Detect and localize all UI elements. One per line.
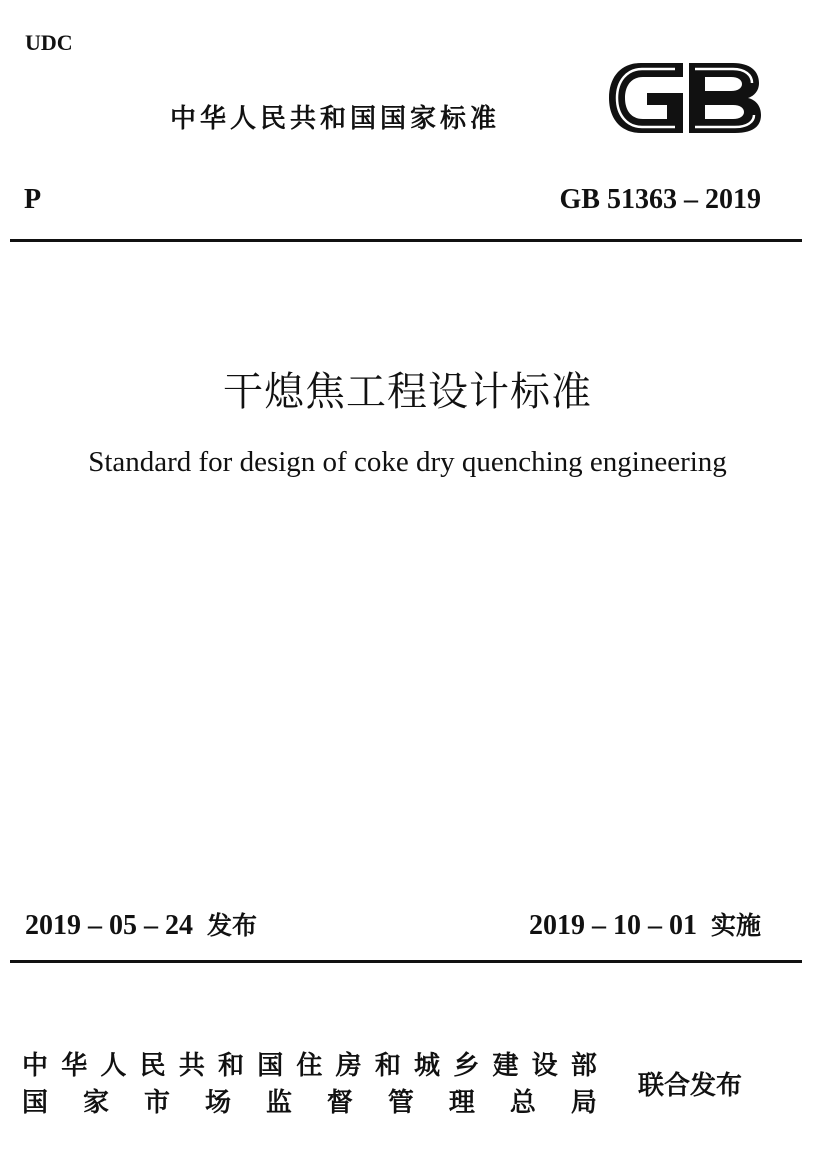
issuer-char: 管 <box>387 1088 414 1118</box>
divider-top <box>10 239 802 242</box>
issuer-char: 人 <box>100 1051 127 1081</box>
issuer-char: 局 <box>570 1088 597 1118</box>
issuer-char: 和 <box>374 1051 401 1081</box>
issuer-char: 督 <box>326 1088 353 1118</box>
issuer-ministry <box>22 1050 597 1082</box>
issuer-char: 房 <box>335 1051 362 1081</box>
implement-label: 实施 <box>710 911 761 940</box>
issuer-char: 国 <box>257 1051 284 1081</box>
issue-date: 2019 – 05 – 24 <box>25 910 193 941</box>
issuer-char: 建 <box>492 1051 519 1081</box>
issuer-char: 市 <box>143 1088 170 1118</box>
date-row <box>0 908 815 948</box>
gb-logo-icon <box>605 55 765 141</box>
issuer-char: 理 <box>448 1088 475 1118</box>
issuer-char: 中 <box>22 1051 49 1081</box>
issue-block <box>25 908 257 944</box>
issuer-char: 监 <box>265 1088 292 1118</box>
issuer-char: 国 <box>22 1088 49 1118</box>
implement-block <box>529 908 761 944</box>
issuer-char: 华 <box>61 1051 88 1081</box>
issuer-char: 设 <box>531 1051 558 1081</box>
issuer-char: 民 <box>139 1051 166 1081</box>
issuer-char: 住 <box>296 1051 323 1081</box>
issuer-char: 家 <box>82 1088 109 1118</box>
issuer-char: 总 <box>509 1088 536 1118</box>
title-english: Standard for design of coke dry quenching engineering <box>88 446 727 478</box>
joint-release-label: 联合发布 <box>638 1071 743 1101</box>
standard-number: GB 51363 – 2019 <box>559 184 761 215</box>
title-chinese: 干熄焦工程设计标准 <box>223 369 592 415</box>
national-standard-heading: 中华人民共和国国家标准 <box>170 104 501 134</box>
issuer-char: 和 <box>218 1051 245 1081</box>
issuer-char: 城 <box>414 1051 441 1081</box>
divider-bottom <box>10 960 802 963</box>
issuer-char: 共 <box>178 1051 205 1081</box>
issue-label: 发布 <box>207 911 258 940</box>
udc-label: UDC <box>25 30 73 55</box>
implement-date: 2019 – 10 – 01 <box>528 910 697 941</box>
category-code: P <box>24 184 42 215</box>
issuer-char: 场 <box>204 1088 231 1118</box>
issuer-char: 乡 <box>453 1051 480 1081</box>
issuer-market-regulation <box>22 1087 597 1119</box>
issuer-char: 部 <box>570 1051 597 1081</box>
